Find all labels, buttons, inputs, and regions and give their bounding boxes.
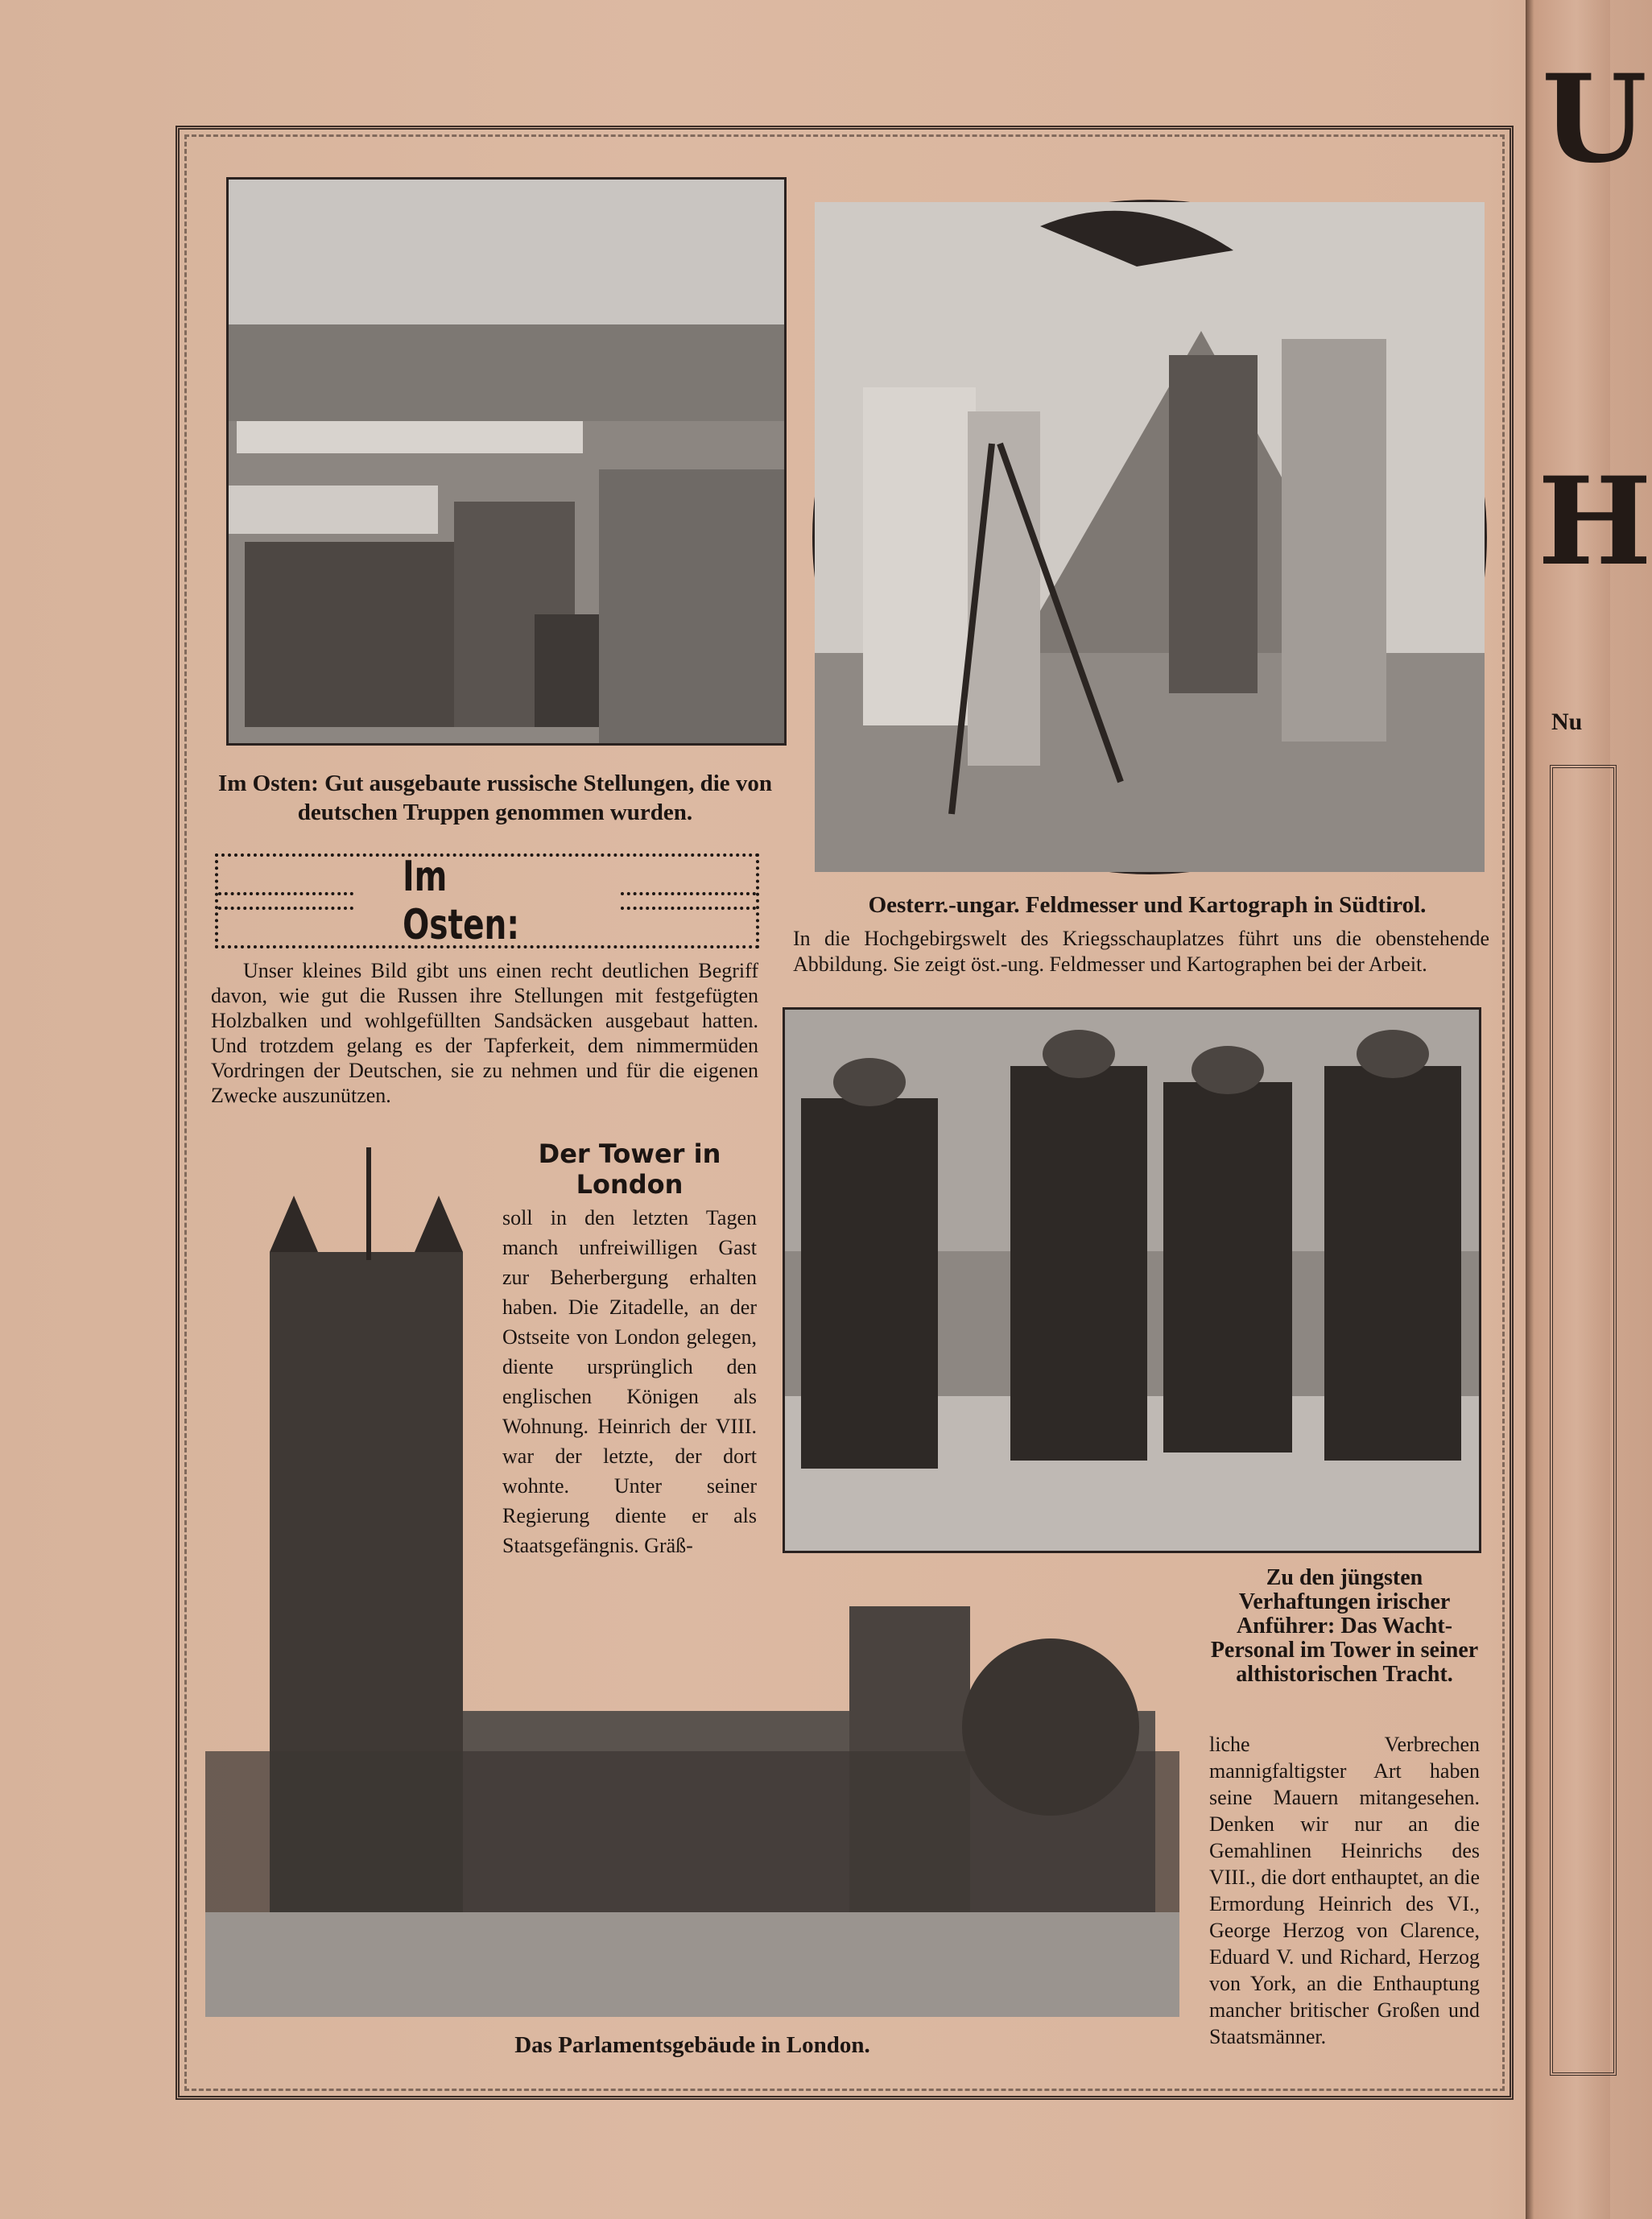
section-paragraph: Unser kleines Bild gibt uns einen recht deutlichen Begriff davon, wie gut die Russen ihre Stellungen mit festgefügten Holzbalken und wohlgefüllten Sandsäcken ausgebaut hatten. Und trotzdem gelang es der Tapferkeit, dem nimmermüden Vordringen der Deutschen, sie zu nehmen und für die eigenen Zwecke auszunützen. <box>211 959 758 1107</box>
adjacent-page-border <box>1550 765 1617 2076</box>
tower-text-continuation: liche Verbrechen mannigfaltigster Art haben seine Mauern mitangesehen. Denken wir nur an die Gemahlinen Heinrichs des VIII., die dort enthauptet, an die Ermordung Heinrich des VI., George Herzog von Clarence, Eduard V. und Richard, Herzog von York, an die Enthauptung mancher britischer Großen und Staatsmänner. <box>1209 1733 1480 2048</box>
decorative-rule <box>218 892 353 910</box>
adjacent-page-text: Nu <box>1551 709 1583 735</box>
adjacent-page-letter: H <box>1538 451 1652 593</box>
trench-photo-caption: Im Osten: Gut ausgebaute russische Stellungen, die von deutschen Truppen genommen wurden. <box>217 771 772 825</box>
section-title-box <box>215 853 759 948</box>
adjacent-page <box>1526 0 1652 2219</box>
trench-photo <box>226 177 787 746</box>
section-title: Im Osten: <box>402 853 519 949</box>
tower-heading: Der Tower in London <box>538 1138 721 1200</box>
adjacent-page-letter: U <box>1542 48 1647 190</box>
surveyors-photo-caption: Oesterr.-ungar. Feldmesser und Kartograph in Südtirol. <box>868 892 1427 918</box>
tower-guards-caption: Zu den jüngsten Verhaftungen irischer Anführer: Das Wacht-Personal im Tower in seiner althistorischen Tracht. <box>1210 1565 1479 1687</box>
tower-text: soll in den letzten Tagen manch unfreiwilligen Gast zur Beherbergung erhalten haben. Die Zitadelle, an der Ostseite von London gelegen, diente ursprünglich den englischen Königen als Wohnung. Heinrich der VIII. war der letzte, der dort wohnte. Unter seiner Regierung diente er als Staatsgefängnis. Gräß- <box>502 1206 757 1557</box>
surveyors-photo <box>812 200 1487 874</box>
surveyors-photo-text: In die Hochgebirgswelt des Kriegsschauplatzes führt uns die obenstehende Abbildung. Sie zeigt öst.-ung. Feldmesser und Kartographen bei der Arbeit. <box>793 927 1489 976</box>
parliament-photo <box>205 1147 1179 2017</box>
decorative-rule <box>621 892 756 910</box>
parliament-photo-caption: Das Parlamentsgebäude in London. <box>514 2032 870 2058</box>
